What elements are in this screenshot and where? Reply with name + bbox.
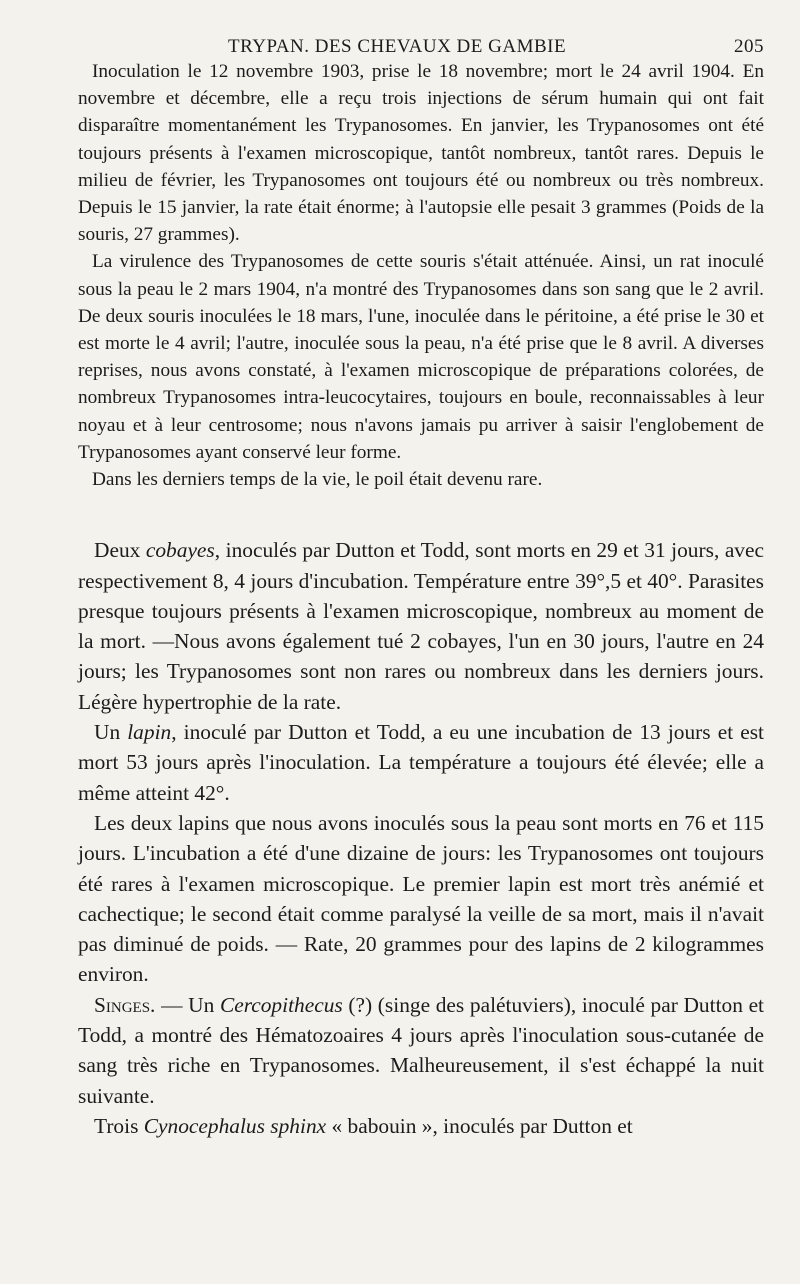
text-run: — Un bbox=[155, 992, 220, 1017]
text-run: , inoculé par Dutton et Todd, a eu une incubation de 13 jours et est mort 53 jours après l'inoculation. La température a toujours été élevée; elle a même atteint 42°. bbox=[78, 720, 764, 805]
paragraph-singes bbox=[78, 990, 764, 1111]
paragraph-cobayes bbox=[78, 535, 764, 717]
italic-term-lapin: lapin bbox=[127, 720, 172, 745]
text-run: Deux bbox=[94, 538, 146, 563]
paragraph-lapin bbox=[78, 717, 764, 808]
paragraph-mouse-inoculation: Inoculation le 12 novembre 1903, prise le 18 novembre; mort le 24 avril 1904. En novembre et décembre, elle a reçu trois injections de sérum humain qui ont fait disparaître momentanément les Trypanosomes. En janvier, les Trypanosomes ont été toujours présents à l'examen microscopique, tantôt nombreux, tantôt rares. Depuis le milieu de février, les Trypanosomes ont toujours été ou nombreux ou très nombreux. Depuis le 15 janvier, la rate était énorme; à l'autopsie elle pesait 3 grammes (Poids de la souris, 27 grammes). bbox=[78, 61, 764, 246]
running-title: TRYPAN. DES CHEVAUX DE GAMBIE bbox=[228, 36, 567, 57]
italic-term-cobayes: cobayes bbox=[145, 538, 215, 563]
section-heading-singes: Singes. bbox=[94, 992, 156, 1017]
paragraph-last-days: Dans les derniers temps de la vie, le poil était devenu rare. bbox=[92, 469, 543, 491]
paragraph-cynocephalus bbox=[78, 1111, 764, 1141]
italic-term-cynocephalus: Cynocephalus sphinx bbox=[143, 1113, 327, 1138]
main-text-section bbox=[78, 535, 764, 1141]
text-run: Trois bbox=[94, 1113, 144, 1138]
paragraph-virulence: La virulence des Trypanosomes de cette souris s'était atténuée. Ainsi, un rat inoculé sous la peau le 2 mars 1904, n'a montré des Trypanosomes dans son sang que le 2 avril. De deux souris inoculées le 18 mars, l'une, inoculée dans le péritoine, a été prise le 30 et est morte le 4 avril; l'autre, inoculée sous la peau, n'a été prise que le 8 avril. A diverses reprises, nous avons constaté, à l'examen microscopique de préparations colorées, de nombreux Trypanosomes intra-leucocytaires, toujours en boule, reconnaissables à leur noyau et à leur centrosome; nous n'avons jamais pu arriver à saisir l'englobement de Trypanosomes ayant conservé leur forme. bbox=[78, 251, 764, 463]
paragraph-deux-lapins: Les deux lapins que nous avons inoculés sous la peau sont morts en 76 et 115 jours. L'incubation a été d'une dizaine de jours: les Trypanosomes ont toujours été rares à l'examen microscopique. Le premier lapin est mort très anémié et cachectique; le second était comme paralysé la veille de sa mort, mais il n'avait pas diminué de poids. — Rate, 20 grammes pour des lapins de 2 kilogrammes environ. bbox=[78, 810, 764, 987]
text-run: Un bbox=[94, 720, 128, 745]
text-run: , inoculés par Dutton et Todd, sont morts en 29 et 31 jours, avec respectivement 8, 4 jours d'incubation. Température entre 39°,5 et 40°. Parasites presque toujours présents à l'examen microscopique, nombreux au moment de la mort. —Nous avons également tué 2 cobayes, l'un en 30 jours, l'autre en 24 jours; les Trypanosomes sont non rares ou nombreux dans les derniers jours. Légère hypertrophie de la rate. bbox=[78, 538, 764, 714]
running-head bbox=[78, 28, 764, 58]
text-run: (?) (singe des palétuviers), inoculé par Dutton et Todd, a montré des Hématozoaires 4 jours après l'inoculation sous-cutanée de sang très riche en Trypanosomes. Malheureusement, il s'est échappé la nuit suivante. bbox=[78, 992, 765, 1108]
section-spacer bbox=[78, 493, 764, 535]
document-page bbox=[78, 28, 764, 1141]
page-number: 205 bbox=[734, 36, 764, 57]
italic-term-cercopithecus: Cercopithecus bbox=[219, 992, 343, 1017]
text-run: « babouin », inoculés par Dutton et bbox=[326, 1113, 633, 1138]
small-print-section bbox=[78, 58, 764, 493]
